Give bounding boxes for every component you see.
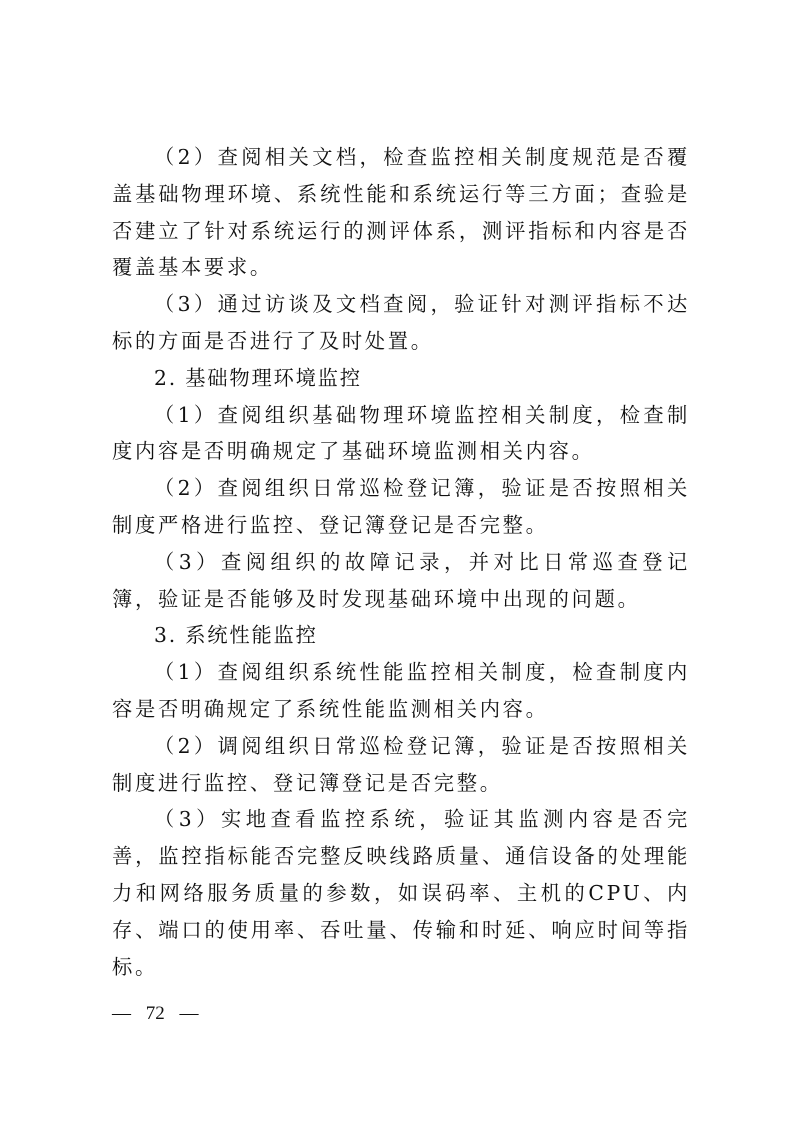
section-heading-system-performance: 3. 系统性能监控 [154,623,318,648]
paragraph-physical-fault: （3）查阅组织的故障记录，并对比日常巡查登记簿，验证是否能够及时发现基础环境中出现的问题。 [112,549,690,611]
footer-dash-left: — [112,1003,131,1024]
paragraph-performance-log: （2）调阅组织日常巡检登记簿，验证是否按照相关制度进行监控、登记簿登记是否完整。 [112,733,690,795]
page-footer [112,1001,199,1027]
document-body [112,139,690,985]
paragraph-performance-policy: （1）查阅组织系统性能监控相关制度，检查制度内容是否明确规定了系统性能监测相关内容。 [112,660,690,721]
page-number: 72 [145,1003,165,1024]
footer-dash-right: — [179,1003,199,1024]
paragraph-interview-verify: （3）通过访谈及文档查阅，验证针对测评指标不达标的方面是否进行了及时处置。 [112,292,690,353]
paragraph-physical-policy: （1）查阅组织基础物理环境监控相关制度，检查制度内容是否明确规定了基础环境监测相关内容。 [112,402,690,464]
paragraph-physical-log: （2）查阅组织日常巡检登记簿，验证是否按照相关制度严格进行监控、登记簿登记是否完整。 [112,476,690,537]
paragraph-performance-inspect: （3）实地查看监控系统，验证其监测内容是否完善，监控指标能否完整反映线路质量、通信设备的处理能力和网络服务质量的参数，如误码率、主机的CPU、内存、端口的使用率、吞吐量、传输和时延、响应时间等指标。 [112,807,690,979]
section-heading-physical-environment: 2. 基础物理环境监控 [154,365,362,390]
paragraph-review-documents: （2）查阅相关文档，检查监控相关制度规范是否覆盖基础物理环境、系统性能和系统运行等三方面；查验是否建立了针对系统运行的测评体系，测评指标和内容是否覆盖基本要求。 [112,145,690,280]
